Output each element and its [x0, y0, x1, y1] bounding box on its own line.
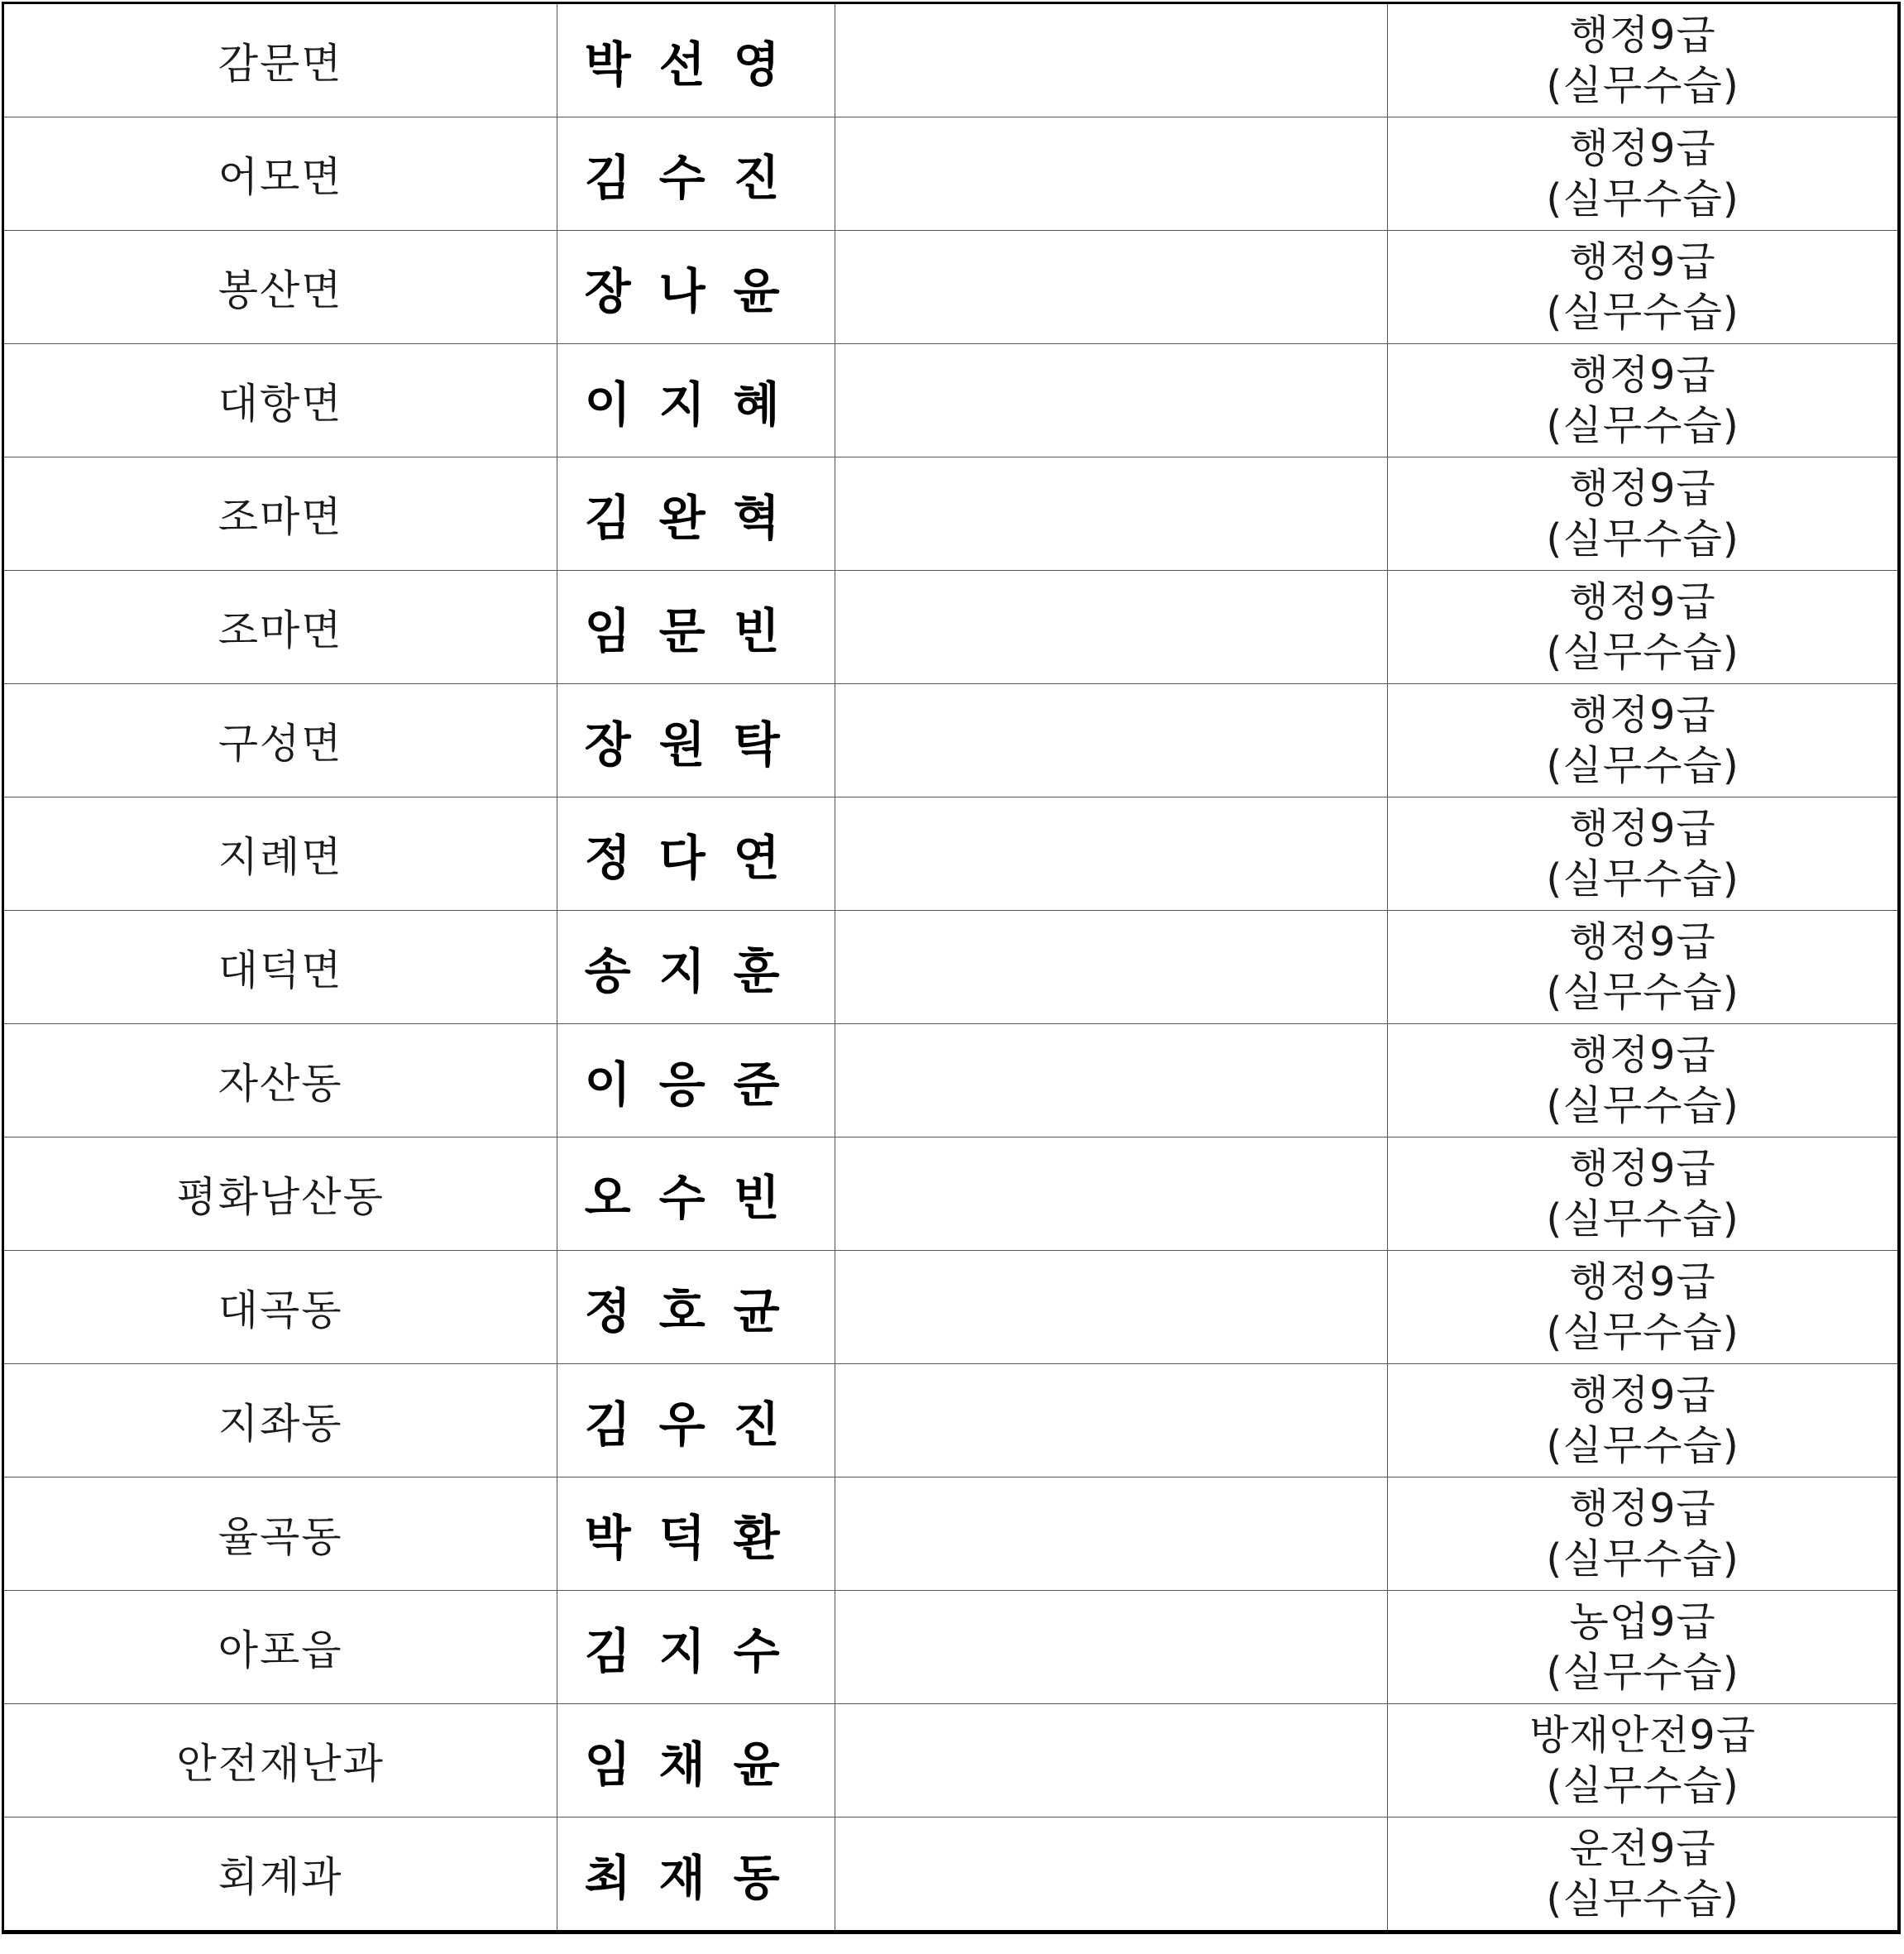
employee-name-cell: 정다연 — [557, 797, 835, 911]
empty-cell — [835, 797, 1387, 911]
training-note: (실무수습) — [1546, 1875, 1739, 1923]
grade-cell — [1388, 1591, 1899, 1704]
empty-cell — [835, 344, 1387, 457]
training-note: (실무수습) — [1546, 1309, 1739, 1356]
employee-name-cell: 임채윤 — [557, 1704, 835, 1818]
department-cell: 회계과 — [3, 1818, 557, 1932]
training-note: (실무수습) — [1546, 289, 1739, 336]
department-cell: 구성면 — [3, 684, 557, 797]
grade-label: 행정9급 — [1569, 12, 1716, 59]
training-note: (실무수습) — [1546, 175, 1739, 223]
department-cell: 평화남산동 — [3, 1137, 557, 1251]
employee-name-cell: 송지훈 — [557, 911, 835, 1024]
employee-name-cell: 김지수 — [557, 1591, 835, 1704]
employee-name-cell: 박선영 — [557, 3, 835, 117]
grade-label: 행정9급 — [1569, 1032, 1716, 1079]
training-note: (실무수습) — [1546, 515, 1739, 563]
roster-body — [3, 3, 1900, 1932]
department-cell: 조마면 — [3, 457, 557, 571]
grade-cell — [1388, 1704, 1899, 1818]
table-row — [3, 911, 1900, 1024]
grade-cell — [1388, 911, 1899, 1024]
empty-cell — [835, 1704, 1387, 1818]
table-row — [3, 1251, 1900, 1364]
training-note: (실무수습) — [1546, 1535, 1739, 1583]
table-row — [3, 1818, 1900, 1932]
department-cell: 지좌동 — [3, 1364, 557, 1477]
employee-name-cell: 박덕환 — [557, 1477, 835, 1591]
empty-cell — [835, 1818, 1387, 1932]
employee-name-cell: 임문빈 — [557, 571, 835, 684]
grade-cell — [1388, 457, 1899, 571]
employee-name-cell: 이응준 — [557, 1024, 835, 1137]
training-note: (실무수습) — [1546, 855, 1739, 903]
grade-cell — [1388, 797, 1899, 911]
table-row — [3, 457, 1900, 571]
training-note: (실무수습) — [1546, 1082, 1739, 1129]
table-row — [3, 3, 1900, 117]
grade-label: 행정9급 — [1569, 692, 1716, 739]
empty-cell — [835, 684, 1387, 797]
department-cell: 봉산면 — [3, 231, 557, 344]
grade-cell — [1388, 684, 1899, 797]
department-cell: 어모면 — [3, 117, 557, 231]
table-row — [3, 344, 1900, 457]
grade-cell — [1388, 1364, 1899, 1477]
table-row — [3, 1477, 1900, 1591]
grade-label: 방재안전9급 — [1529, 1712, 1757, 1759]
training-note: (실무수습) — [1546, 402, 1739, 449]
grade-cell — [1388, 1818, 1899, 1932]
empty-cell — [835, 1477, 1387, 1591]
table-row — [3, 1591, 1900, 1704]
department-cell: 아포읍 — [3, 1591, 557, 1704]
grade-cell — [1388, 1137, 1899, 1251]
grade-label: 행정9급 — [1569, 1372, 1716, 1419]
grade-label: 행정9급 — [1569, 578, 1716, 625]
employee-name-cell: 최재동 — [557, 1818, 835, 1932]
training-note: (실무수습) — [1546, 969, 1739, 1016]
grade-label: 행정9급 — [1569, 352, 1716, 399]
department-cell: 대덕면 — [3, 911, 557, 1024]
empty-cell — [835, 1024, 1387, 1137]
table-row — [3, 1137, 1900, 1251]
table-row — [3, 117, 1900, 231]
training-note: (실무수습) — [1546, 62, 1739, 109]
grade-cell — [1388, 1024, 1899, 1137]
department-cell: 대항면 — [3, 344, 557, 457]
table-row — [3, 571, 1900, 684]
table-row — [3, 797, 1900, 911]
grade-cell — [1388, 344, 1899, 457]
grade-cell — [1388, 3, 1899, 117]
grade-cell — [1388, 117, 1899, 231]
empty-cell — [835, 571, 1387, 684]
department-cell: 자산동 — [3, 1024, 557, 1137]
employee-name-cell: 이지혜 — [557, 344, 835, 457]
employee-name-cell: 오수빈 — [557, 1137, 835, 1251]
department-cell: 감문면 — [3, 3, 557, 117]
grade-label: 행정9급 — [1569, 805, 1716, 852]
grade-label: 행정9급 — [1569, 125, 1716, 172]
grade-cell — [1388, 1477, 1899, 1591]
table-row — [3, 684, 1900, 797]
empty-cell — [835, 231, 1387, 344]
grade-label: 행정9급 — [1569, 1258, 1716, 1305]
employee-name-cell: 김완혁 — [557, 457, 835, 571]
grade-cell — [1388, 1251, 1899, 1364]
table-row — [3, 1364, 1900, 1477]
employee-name-cell: 김수진 — [557, 117, 835, 231]
empty-cell — [835, 1591, 1387, 1704]
grade-cell — [1388, 571, 1899, 684]
grade-label: 행정9급 — [1569, 1485, 1716, 1532]
grade-label: 행정9급 — [1569, 918, 1716, 965]
table-row — [3, 1704, 1900, 1818]
training-note: (실무수습) — [1546, 1649, 1739, 1696]
grade-label: 행정9급 — [1569, 1145, 1716, 1192]
training-note: (실무수습) — [1546, 629, 1739, 676]
grade-label: 행정9급 — [1569, 465, 1716, 512]
empty-cell — [835, 117, 1387, 231]
grade-label: 행정9급 — [1569, 238, 1716, 285]
department-cell: 조마면 — [3, 571, 557, 684]
empty-cell — [835, 1137, 1387, 1251]
employee-name-cell: 김우진 — [557, 1364, 835, 1477]
empty-cell — [835, 911, 1387, 1024]
personnel-roster-table — [2, 2, 1901, 1934]
training-note: (실무수습) — [1546, 1762, 1739, 1809]
grade-label: 농업9급 — [1569, 1598, 1716, 1645]
department-cell: 율곡동 — [3, 1477, 557, 1591]
empty-cell — [835, 1251, 1387, 1364]
empty-cell — [835, 3, 1387, 117]
empty-cell — [835, 457, 1387, 571]
table-row — [3, 231, 1900, 344]
employee-name-cell: 정호균 — [557, 1251, 835, 1364]
grade-label: 운전9급 — [1569, 1825, 1716, 1872]
empty-cell — [835, 1364, 1387, 1477]
grade-cell — [1388, 231, 1899, 344]
employee-name-cell: 장나윤 — [557, 231, 835, 344]
department-cell: 대곡동 — [3, 1251, 557, 1364]
training-note: (실무수습) — [1546, 742, 1739, 789]
table-row — [3, 1024, 1900, 1137]
training-note: (실무수습) — [1546, 1195, 1739, 1243]
employee-name-cell: 장원탁 — [557, 684, 835, 797]
training-note: (실무수습) — [1546, 1422, 1739, 1469]
department-cell: 지례면 — [3, 797, 557, 911]
department-cell: 안전재난과 — [3, 1704, 557, 1818]
